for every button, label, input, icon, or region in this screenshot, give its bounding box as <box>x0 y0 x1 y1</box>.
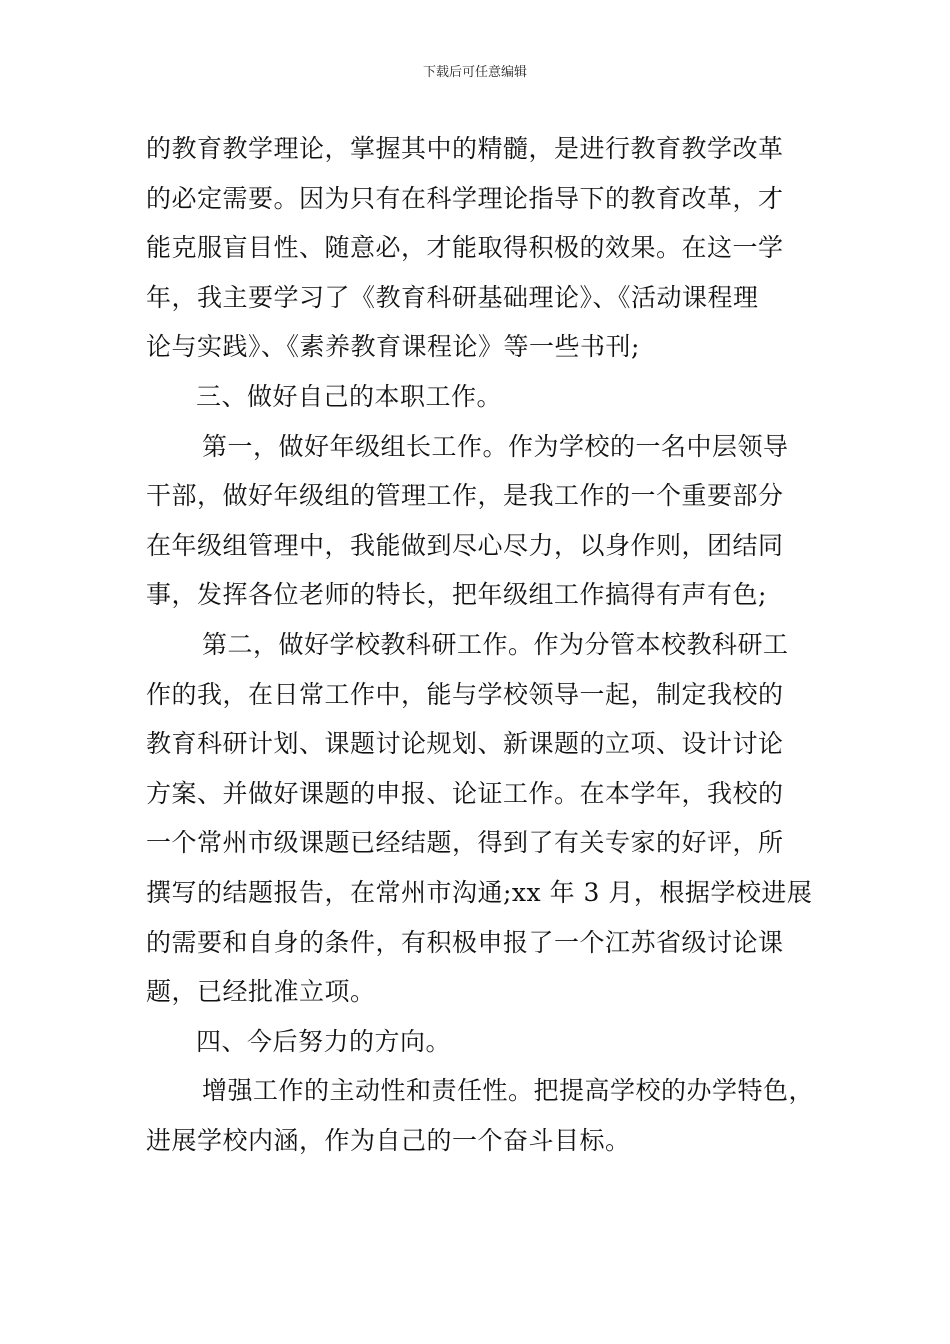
body-line: 的教育教学理论，掌握其中的精髓，是进行教育教学改革 <box>146 134 784 163</box>
section-heading-3: 三、做好自己的本职工作。 <box>196 381 503 411</box>
body-line: 题，已经批准立项。 <box>146 977 376 1007</box>
body-line: 方案、并做好课题的申报、论证工作。在本学年，我校的 <box>146 778 784 808</box>
body-line: 的必定需要。因为只有在科学理论指导下的教育改革，才 <box>146 183 784 213</box>
body-line: 作的我，在日常工作中，能与学校领导一起，制定我校的 <box>146 679 784 709</box>
body-line: 进展学校内涵，作为自己的一个奋斗目标。 <box>146 1125 631 1155</box>
document-body <box>146 124 821 1165</box>
body-line: 的需要和自身的条件，有积极申报了一个江苏省级讨论课 <box>146 927 784 957</box>
body-line: 撰写的结题报告，在常州市沟通;xx 年 3 月，根据学校进展 <box>146 877 813 907</box>
body-line: 在年级组管理中，我能做到尽心尽力，以身作则，团结同 <box>146 530 784 560</box>
paragraph-start: 第二，做好学校教科研工作。作为分管本校教科研工 <box>202 629 789 659</box>
body-line: 干部，做好年级组的管理工作，是我工作的一个重要部分 <box>146 481 784 511</box>
body-line: 事，发挥各位老师的特长，把年级组工作搞得有声有色; <box>146 580 767 610</box>
section-heading-4: 四、今后努力的方向。 <box>196 1026 452 1056</box>
body-line: 教育科研计划、课题讨论规划、新课题的立项、设计讨论 <box>146 729 784 759</box>
paragraph-start: 增强工作的主动性和责任性。把提高学校的办学特色， <box>202 1076 815 1106</box>
body-line: 论与实践》、《素养教育课程论》等一些书刊; <box>146 332 640 362</box>
page-header-note: 下载后可任意编辑 <box>422 65 527 80</box>
body-line: 年，我主要学习了《教育科研基础理论》、《活动课程理 <box>146 282 759 312</box>
paragraph-start: 第一，做好年级组长工作。作为学校的一名中层领导 <box>202 431 789 461</box>
body-line: 一个常州市级课题已经结题，得到了有关专家的好评，所 <box>146 828 784 858</box>
body-line: 能克服盲目性、随意必，才能取得积极的效果。在这一学 <box>146 233 784 263</box>
